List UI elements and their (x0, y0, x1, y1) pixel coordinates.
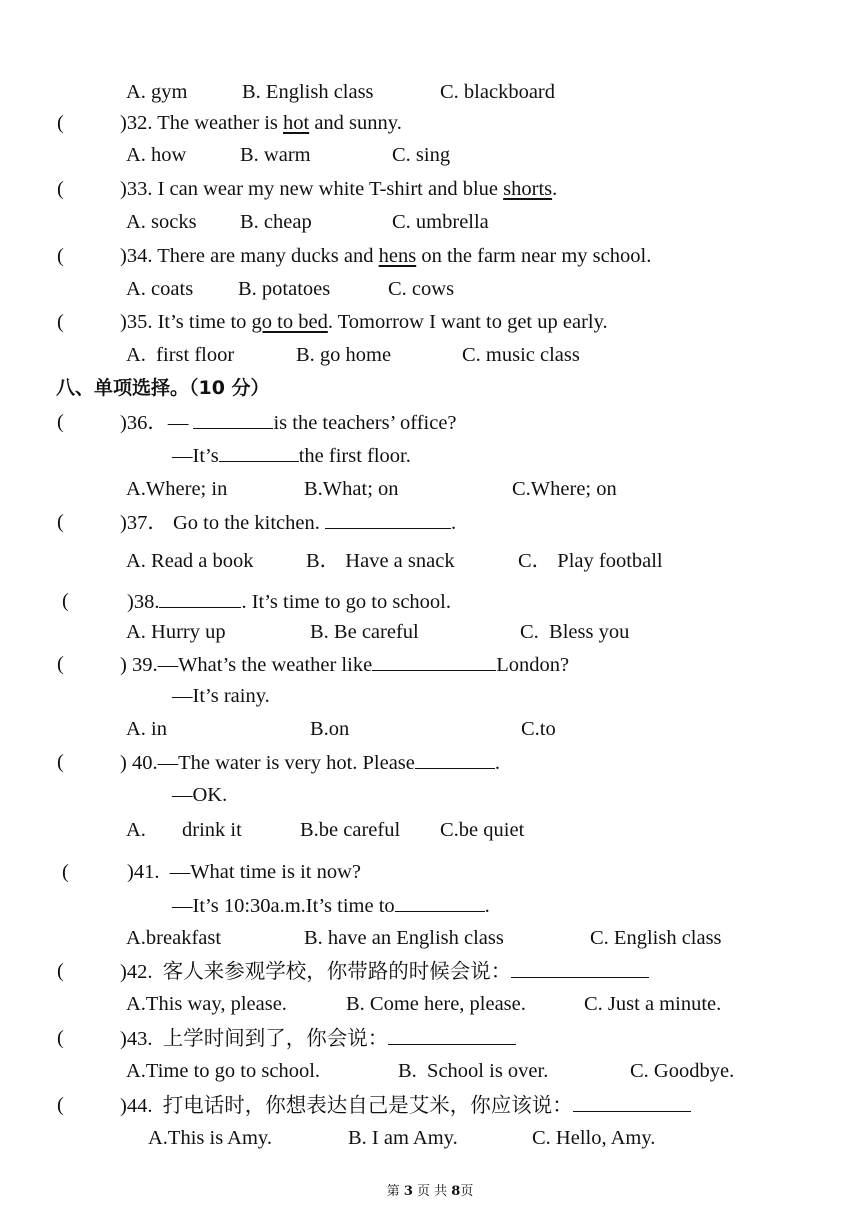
q39-question: ) 39.—What’s the weather like London? (120, 654, 570, 676)
q39-option-c: C.to (521, 718, 556, 740)
page-footer: 第 3 页 共 8页 (386, 1184, 474, 1199)
q41-option-a: A.breakfast (126, 927, 222, 949)
q40-question: ) 40.—The water is very hot. Please . (120, 752, 501, 774)
q36-line2: —It’s the first floor. (172, 445, 411, 467)
q40-option-c: C.be quiet (440, 819, 525, 841)
q44-option-c: C. Hello, Amy. (532, 1127, 656, 1149)
q32-option-a: A. how (126, 144, 187, 166)
q32-question: )32. The weather is hot and sunny. (120, 112, 402, 134)
q40-line2: —OK. (172, 784, 228, 806)
q40-paren: ( (57, 751, 64, 773)
q44-paren: ( (57, 1094, 64, 1116)
q40-option-b: B.be careful (300, 819, 401, 841)
q40-option-a-text: drink it (182, 819, 242, 841)
q41-question: )41. —What time is it now? (127, 861, 361, 883)
q31-option-a: A. gym (126, 81, 188, 103)
q36-option-c: C.Where; on (512, 478, 617, 500)
q38-option-c: C. Bless you (520, 621, 630, 643)
q33-question: )33. I can wear my new white T-shirt and blue shorts. (120, 178, 558, 200)
q37-option-c: C． Play football (518, 550, 663, 572)
q44-option-b: B. I am Amy. (348, 1127, 458, 1149)
q36-question: )36．— is the teachers’ office? (120, 412, 457, 434)
q34-option-a: A. coats (126, 278, 194, 300)
q37-option-b: B． Have a snack (306, 550, 455, 572)
q44-option-a: A.This is Amy. (148, 1127, 272, 1149)
q38-option-a: A. Hurry up (126, 621, 226, 643)
q37-paren: ( (57, 511, 64, 533)
q42-question: )42. 客人来参观学校，你带路的时候会说： (120, 959, 649, 984)
q38-paren: ( (62, 590, 69, 612)
q42-option-a: A.This way, please. (126, 993, 287, 1015)
q35-paren: ( (57, 311, 64, 333)
q32-paren: ( (57, 112, 64, 134)
q39-option-a: A. in (126, 718, 167, 740)
q35-question: )35. It’s time to go to bed. Tomorrow I want to get up early. (120, 311, 608, 333)
q43-option-c: C. Goodbye. (630, 1060, 735, 1082)
q43-paren: ( (57, 1027, 64, 1049)
q36-option-b: B.What; on (304, 478, 399, 500)
section-heading: 八、单项选择。（10 分） (56, 377, 270, 399)
q34-paren: ( (57, 245, 64, 267)
q39-line2: —It’s rainy. (172, 685, 270, 707)
q33-paren: ( (57, 178, 64, 200)
q32-option-b: B. warm (240, 144, 311, 166)
q39-option-b: B.on (310, 718, 350, 740)
q41-option-b: B. have an English class (304, 927, 504, 949)
q32-option-c: C. sing (392, 144, 451, 166)
q42-option-b: B. Come here, please. (346, 993, 526, 1015)
q41-paren: ( (62, 861, 69, 883)
q38-question: )38. . It’s time to go to school. (127, 591, 451, 613)
q42-paren: ( (57, 960, 64, 982)
q33-option-c: C. umbrella (392, 211, 489, 233)
total-page-number: 8 (451, 1184, 461, 1199)
q34-option-b: B. potatoes (238, 278, 331, 300)
q31-option-b: B. English class (242, 81, 374, 103)
q43-question: )43. 上学时间到了，你会说： (120, 1026, 516, 1051)
q31-option-c: C. blackboard (440, 81, 555, 103)
q44-question: )44. 打电话时，你想表达自己是艾米，你应该说： (120, 1093, 691, 1118)
q35-option-a: A. first floor (126, 344, 235, 366)
q38-option-b: B. Be careful (310, 621, 419, 643)
q37-question: )37． Go to the kitchen. . (120, 512, 457, 534)
q37-option-a: A. Read a book (126, 550, 254, 572)
q43-option-a: A.Time to go to school. (126, 1060, 321, 1082)
q35-option-b: B. go home (296, 344, 392, 366)
q34-option-c: C. cows (388, 278, 455, 300)
q33-option-a: A. socks (126, 211, 197, 233)
q42-option-c: C. Just a minute. (584, 993, 722, 1015)
q40-option-a: A. (126, 819, 146, 841)
q41-option-c: C. English class (590, 927, 722, 949)
q41-line2: —It’s 10:30a.m.It’s time to . (172, 895, 490, 917)
q34-question: )34. There are many ducks and hens on the farm near my school. (120, 245, 652, 267)
current-page-number: 3 (403, 1184, 413, 1199)
q43-option-b: B. School is over. (398, 1060, 549, 1082)
q39-paren: ( (57, 653, 64, 675)
q36-paren: ( (57, 411, 64, 433)
q33-option-b: B. cheap (240, 211, 312, 233)
q36-option-a: A.Where; in (126, 478, 228, 500)
q35-option-c: C. music class (462, 344, 580, 366)
